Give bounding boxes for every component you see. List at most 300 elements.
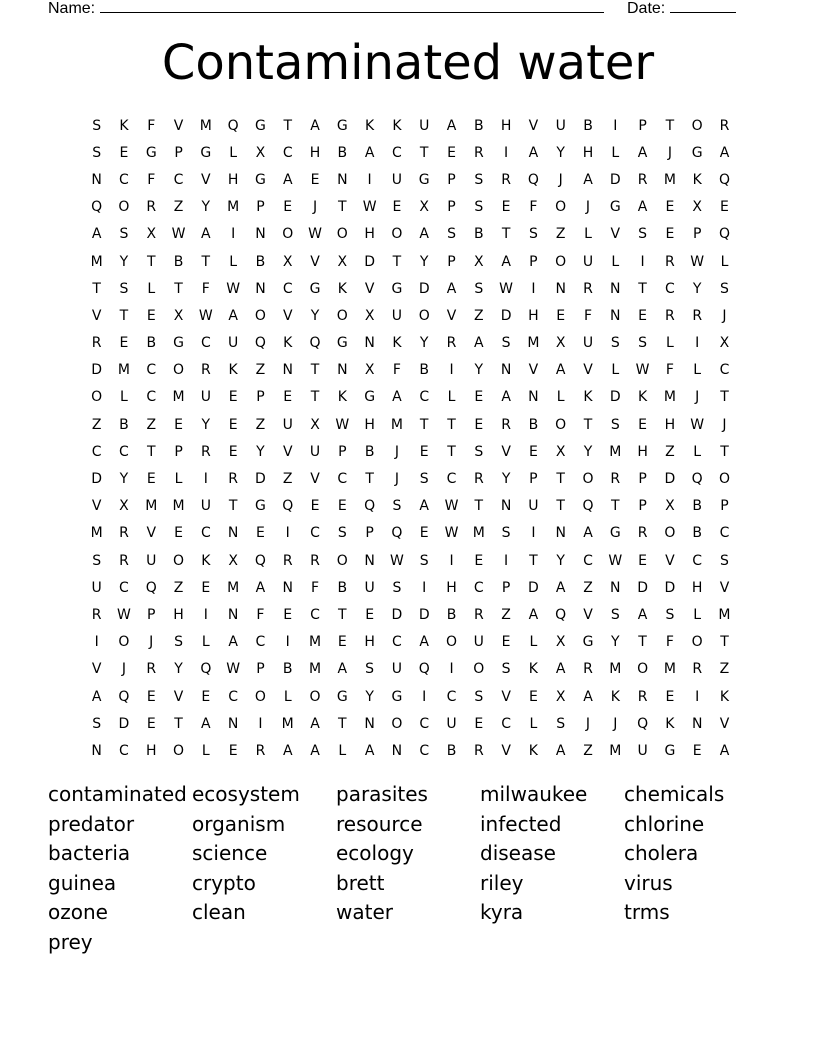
grid-cell[interactable]: I: [258, 715, 263, 732]
grid-cell[interactable]: I: [695, 335, 700, 352]
grid-cell[interactable]: U: [419, 117, 430, 134]
grid-cell[interactable]: O: [391, 715, 403, 732]
grid-cell[interactable]: L: [201, 634, 210, 651]
grid-cell[interactable]: Y: [583, 443, 593, 460]
grid-cell[interactable]: B: [446, 742, 457, 759]
grid-cell[interactable]: R: [146, 661, 157, 678]
grid-cell[interactable]: L: [611, 362, 620, 379]
grid-cell[interactable]: B: [692, 525, 702, 542]
grid-cell[interactable]: R: [282, 552, 293, 569]
grid-cell[interactable]: A: [555, 661, 566, 678]
grid-cell[interactable]: W: [198, 307, 213, 324]
grid-cell[interactable]: E: [474, 552, 484, 569]
grid-cell[interactable]: X: [364, 362, 375, 379]
grid-cell[interactable]: M: [308, 634, 322, 651]
grid-cell[interactable]: T: [338, 606, 347, 623]
grid-cell[interactable]: Z: [255, 362, 266, 379]
grid-cell[interactable]: T: [92, 280, 101, 297]
grid-cell[interactable]: Q: [718, 171, 730, 188]
grid-cell[interactable]: U: [200, 389, 211, 406]
grid-cell[interactable]: T: [583, 416, 593, 433]
grid-cell[interactable]: C: [146, 362, 157, 379]
grid-cell[interactable]: C: [282, 144, 293, 161]
grid-cell[interactable]: Y: [365, 688, 374, 705]
grid-cell[interactable]: M: [308, 661, 322, 678]
grid-cell[interactable]: P: [692, 226, 702, 243]
grid-cell[interactable]: G: [418, 171, 430, 188]
grid-cell[interactable]: V: [446, 307, 457, 324]
grid-cell[interactable]: A: [555, 579, 566, 596]
grid-cell[interactable]: E: [228, 443, 238, 460]
grid-cell[interactable]: E: [283, 199, 293, 216]
grid-cell[interactable]: O: [254, 688, 266, 705]
grid-cell[interactable]: P: [147, 606, 156, 623]
grid-cell[interactable]: U: [146, 552, 157, 569]
grid-cell[interactable]: A: [555, 742, 566, 759]
grid-cell[interactable]: M: [199, 117, 212, 134]
grid-cell[interactable]: F: [310, 579, 320, 596]
grid-cell[interactable]: V: [528, 117, 539, 134]
grid-cell[interactable]: U: [200, 498, 211, 515]
grid-cell[interactable]: X: [310, 416, 320, 433]
grid-cell[interactable]: I: [531, 280, 536, 297]
grid-cell[interactable]: Q: [254, 335, 266, 352]
grid-cell[interactable]: J: [722, 416, 727, 433]
grid-cell[interactable]: V: [665, 552, 675, 569]
grid-cell[interactable]: Z: [583, 579, 593, 596]
grid-cell[interactable]: J: [585, 199, 591, 216]
grid-cell[interactable]: Z: [583, 742, 593, 759]
grid-cell[interactable]: B: [337, 579, 348, 596]
grid-cell[interactable]: D: [500, 307, 512, 324]
grid-cell[interactable]: P: [256, 661, 265, 678]
grid-cell[interactable]: E: [419, 443, 429, 460]
grid-cell[interactable]: F: [665, 634, 674, 651]
grid-cell[interactable]: O: [118, 634, 130, 651]
grid-cell[interactable]: W: [444, 525, 459, 542]
grid-cell[interactable]: F: [147, 171, 156, 188]
grid-cell[interactable]: C: [146, 389, 157, 406]
grid-cell[interactable]: E: [474, 389, 484, 406]
grid-cell[interactable]: P: [501, 579, 511, 596]
grid-cell[interactable]: A: [364, 144, 375, 161]
grid-cell[interactable]: H: [145, 742, 157, 759]
grid-cell[interactable]: Z: [255, 416, 266, 433]
grid-cell[interactable]: R: [200, 443, 211, 460]
grid-cell[interactable]: M: [281, 715, 294, 732]
grid-cell[interactable]: T: [283, 117, 292, 134]
grid-cell[interactable]: F: [529, 199, 538, 216]
grid-cell[interactable]: A: [555, 362, 566, 379]
grid-cell[interactable]: J: [695, 389, 700, 406]
grid-cell[interactable]: T: [665, 117, 675, 134]
grid-cell[interactable]: T: [392, 253, 402, 270]
grid-cell[interactable]: E: [174, 525, 183, 542]
grid-cell[interactable]: A: [528, 144, 539, 161]
grid-cell[interactable]: T: [338, 715, 347, 732]
grid-cell[interactable]: R: [719, 117, 730, 134]
grid-cell[interactable]: X: [228, 552, 238, 569]
date-blank[interactable]: [670, 0, 736, 13]
grid-cell[interactable]: O: [691, 117, 703, 134]
grid-cell[interactable]: C: [473, 579, 484, 596]
grid-cell[interactable]: K: [637, 389, 648, 406]
grid-cell[interactable]: G: [255, 498, 266, 515]
name-blank[interactable]: [100, 0, 604, 13]
grid-cell[interactable]: R: [637, 171, 648, 188]
grid-cell[interactable]: H: [500, 117, 512, 134]
grid-cell[interactable]: Q: [391, 525, 403, 542]
grid-cell[interactable]: L: [611, 253, 620, 270]
grid-cell[interactable]: U: [637, 742, 648, 759]
grid-cell[interactable]: C: [446, 688, 457, 705]
grid-cell[interactable]: N: [610, 280, 621, 297]
grid-cell[interactable]: C: [119, 171, 129, 188]
grid-cell[interactable]: O: [391, 226, 403, 243]
grid-cell[interactable]: E: [720, 199, 729, 216]
grid-cell[interactable]: B: [255, 253, 266, 270]
grid-cell[interactable]: K: [365, 117, 375, 134]
grid-cell[interactable]: V: [583, 362, 593, 379]
grid-cell[interactable]: U: [582, 253, 594, 270]
grid-cell[interactable]: I: [449, 362, 454, 379]
grid-cell[interactable]: A: [282, 171, 293, 188]
grid-cell[interactable]: S: [92, 117, 102, 134]
grid-cell[interactable]: I: [640, 253, 645, 270]
grid-cell[interactable]: R: [255, 742, 266, 759]
grid-cell[interactable]: E: [201, 688, 211, 705]
grid-cell[interactable]: S: [610, 606, 620, 623]
grid-cell[interactable]: L: [338, 742, 347, 759]
grid-cell[interactable]: D: [418, 280, 430, 297]
grid-cell[interactable]: I: [504, 552, 509, 569]
grid-cell[interactable]: S: [337, 525, 347, 542]
grid-cell[interactable]: R: [200, 362, 211, 379]
grid-cell[interactable]: B: [474, 226, 484, 243]
grid-cell[interactable]: U: [391, 661, 403, 678]
grid-cell[interactable]: N: [555, 280, 566, 297]
grid-cell[interactable]: J: [585, 715, 591, 732]
grid-cell[interactable]: C: [501, 715, 511, 732]
grid-cell[interactable]: M: [90, 525, 103, 542]
grid-cell[interactable]: G: [691, 144, 703, 161]
grid-cell[interactable]: V: [719, 715, 730, 732]
grid-cell[interactable]: L: [447, 389, 456, 406]
grid-cell[interactable]: M: [227, 579, 240, 596]
grid-cell[interactable]: K: [610, 688, 620, 705]
grid-cell[interactable]: K: [665, 715, 675, 732]
grid-cell[interactable]: Y: [419, 253, 429, 270]
grid-cell[interactable]: A: [583, 171, 593, 188]
grid-cell[interactable]: T: [310, 362, 320, 379]
grid-cell[interactable]: K: [528, 661, 538, 678]
grid-cell[interactable]: A: [337, 661, 348, 678]
grid-cell[interactable]: M: [609, 661, 622, 678]
grid-cell[interactable]: V: [146, 525, 157, 542]
grid-cell[interactable]: M: [227, 199, 240, 216]
grid-cell[interactable]: F: [256, 606, 265, 623]
grid-cell[interactable]: D: [609, 389, 621, 406]
grid-cell[interactable]: E: [146, 715, 156, 732]
grid-cell[interactable]: X: [255, 144, 266, 161]
grid-cell[interactable]: Q: [227, 117, 239, 134]
grid-cell[interactable]: U: [555, 117, 566, 134]
grid-cell[interactable]: N: [610, 307, 621, 324]
grid-cell[interactable]: A: [474, 335, 484, 352]
grid-cell[interactable]: S: [419, 471, 429, 488]
grid-cell[interactable]: U: [528, 498, 539, 515]
grid-cell[interactable]: A: [419, 634, 429, 651]
grid-cell[interactable]: S: [720, 280, 729, 297]
grid-cell[interactable]: N: [364, 715, 375, 732]
grid-cell[interactable]: P: [447, 253, 456, 270]
grid-cell[interactable]: E: [310, 171, 320, 188]
grid-cell[interactable]: X: [665, 498, 675, 515]
grid-cell[interactable]: N: [364, 552, 375, 569]
grid-cell[interactable]: A: [637, 199, 648, 216]
grid-cell[interactable]: S: [92, 144, 102, 161]
grid-cell[interactable]: R: [119, 552, 129, 569]
grid-cell[interactable]: U: [309, 443, 321, 460]
grid-cell[interactable]: R: [665, 307, 675, 324]
grid-cell[interactable]: X: [474, 253, 484, 270]
grid-cell[interactable]: L: [229, 144, 238, 161]
grid-cell[interactable]: S: [556, 715, 566, 732]
grid-cell[interactable]: F: [583, 307, 593, 324]
grid-cell[interactable]: K: [337, 389, 347, 406]
grid-cell[interactable]: W: [362, 199, 377, 216]
grid-cell[interactable]: Y: [474, 362, 484, 379]
grid-cell[interactable]: E: [337, 498, 347, 515]
grid-cell[interactable]: D: [528, 579, 539, 596]
grid-cell[interactable]: P: [174, 443, 183, 460]
grid-cell[interactable]: G: [309, 280, 321, 297]
grid-cell[interactable]: F: [392, 362, 401, 379]
grid-cell[interactable]: X: [119, 498, 129, 515]
grid-cell[interactable]: J: [722, 307, 727, 324]
grid-cell[interactable]: S: [119, 226, 129, 243]
grid-cell[interactable]: A: [201, 715, 211, 732]
grid-cell[interactable]: O: [336, 552, 348, 569]
grid-cell[interactable]: Y: [119, 253, 129, 270]
grid-cell[interactable]: M: [117, 362, 130, 379]
grid-cell[interactable]: I: [285, 634, 290, 651]
grid-cell[interactable]: G: [145, 144, 157, 161]
grid-cell[interactable]: E: [665, 688, 675, 705]
grid-cell[interactable]: V: [173, 117, 184, 134]
grid-cell[interactable]: E: [474, 715, 484, 732]
grid-cell[interactable]: Y: [556, 552, 565, 569]
grid-cell[interactable]: Z: [146, 416, 157, 433]
grid-cell[interactable]: C: [228, 688, 239, 705]
grid-cell[interactable]: Q: [282, 498, 294, 515]
grid-cell[interactable]: V: [201, 171, 211, 188]
grid-cell[interactable]: A: [91, 226, 102, 243]
grid-cell[interactable]: L: [693, 443, 702, 460]
grid-cell[interactable]: I: [531, 525, 536, 542]
grid-cell[interactable]: H: [364, 634, 375, 651]
grid-cell[interactable]: P: [338, 443, 347, 460]
grid-cell[interactable]: E: [256, 525, 265, 542]
grid-cell[interactable]: O: [336, 226, 348, 243]
grid-cell[interactable]: G: [609, 525, 621, 542]
grid-cell[interactable]: I: [613, 117, 618, 134]
grid-cell[interactable]: S: [174, 634, 183, 651]
grid-cell[interactable]: P: [256, 199, 265, 216]
grid-cell[interactable]: R: [91, 606, 102, 623]
grid-cell[interactable]: O: [91, 389, 103, 406]
grid-cell[interactable]: N: [227, 715, 239, 732]
grid-cell[interactable]: L: [229, 253, 238, 270]
grid-cell[interactable]: L: [174, 471, 183, 488]
grid-cell[interactable]: G: [582, 634, 594, 651]
grid-cell[interactable]: H: [364, 226, 375, 243]
grid-cell[interactable]: E: [119, 144, 129, 161]
grid-cell[interactable]: O: [664, 525, 676, 542]
grid-cell[interactable]: R: [473, 471, 484, 488]
grid-cell[interactable]: V: [719, 579, 730, 596]
grid-cell[interactable]: L: [201, 742, 210, 759]
grid-cell[interactable]: B: [419, 362, 430, 379]
grid-cell[interactable]: O: [718, 471, 730, 488]
grid-cell[interactable]: T: [474, 498, 484, 515]
grid-cell[interactable]: E: [501, 199, 511, 216]
grid-cell[interactable]: I: [695, 688, 700, 705]
grid-cell[interactable]: K: [692, 171, 702, 188]
grid-cell[interactable]: W: [226, 280, 241, 297]
grid-cell[interactable]: D: [364, 253, 375, 270]
grid-cell[interactable]: M: [609, 443, 622, 460]
grid-cell[interactable]: A: [228, 634, 238, 651]
grid-cell[interactable]: D: [255, 471, 266, 488]
grid-cell[interactable]: O: [555, 199, 567, 216]
grid-cell[interactable]: B: [474, 117, 484, 134]
grid-cell[interactable]: I: [422, 579, 427, 596]
grid-cell[interactable]: Q: [418, 661, 430, 678]
grid-cell[interactable]: R: [119, 525, 129, 542]
grid-cell[interactable]: S: [392, 579, 402, 596]
grid-cell[interactable]: A: [310, 117, 320, 134]
grid-cell[interactable]: P: [447, 199, 456, 216]
grid-cell[interactable]: L: [693, 606, 702, 623]
grid-cell[interactable]: C: [583, 552, 593, 569]
grid-cell[interactable]: M: [90, 253, 103, 270]
grid-cell[interactable]: B: [446, 606, 457, 623]
grid-cell[interactable]: T: [119, 307, 129, 324]
grid-cell[interactable]: Q: [118, 688, 130, 705]
grid-cell[interactable]: Z: [91, 416, 102, 433]
grid-cell[interactable]: O: [691, 634, 703, 651]
grid-cell[interactable]: M: [718, 606, 731, 623]
grid-cell[interactable]: K: [583, 389, 593, 406]
grid-cell[interactable]: R: [637, 688, 648, 705]
grid-cell[interactable]: Z: [282, 471, 293, 488]
grid-cell[interactable]: Z: [555, 226, 566, 243]
grid-cell[interactable]: T: [720, 634, 729, 651]
grid-cell[interactable]: S: [474, 171, 484, 188]
grid-cell[interactable]: E: [638, 307, 648, 324]
grid-cell[interactable]: N: [91, 171, 102, 188]
grid-cell[interactable]: G: [200, 144, 212, 161]
grid-cell[interactable]: C: [119, 742, 129, 759]
grid-cell[interactable]: C: [200, 335, 211, 352]
grid-cell[interactable]: S: [92, 552, 102, 569]
grid-cell[interactable]: P: [638, 498, 647, 515]
grid-cell[interactable]: Y: [501, 471, 511, 488]
grid-cell[interactable]: C: [419, 389, 430, 406]
grid-cell[interactable]: Z: [665, 443, 675, 460]
grid-cell[interactable]: M: [145, 498, 158, 515]
grid-cell[interactable]: I: [422, 688, 427, 705]
grid-cell[interactable]: G: [173, 335, 184, 352]
grid-cell[interactable]: J: [121, 661, 127, 678]
grid-cell[interactable]: J: [394, 471, 399, 488]
grid-cell[interactable]: M: [390, 416, 403, 433]
grid-cell[interactable]: L: [120, 389, 128, 406]
grid-cell[interactable]: E: [146, 471, 156, 488]
grid-cell[interactable]: S: [501, 335, 511, 352]
grid-cell[interactable]: P: [365, 525, 374, 542]
grid-cell[interactable]: S: [638, 226, 648, 243]
grid-cell[interactable]: D: [664, 471, 676, 488]
grid-cell[interactable]: G: [391, 688, 403, 705]
grid-cell[interactable]: C: [392, 634, 402, 651]
grid-cell[interactable]: S: [501, 525, 511, 542]
grid-cell[interactable]: S: [501, 661, 511, 678]
grid-cell[interactable]: Z: [501, 606, 511, 623]
grid-cell[interactable]: R: [610, 471, 621, 488]
grid-cell[interactable]: V: [173, 688, 184, 705]
grid-cell[interactable]: S: [419, 552, 429, 569]
grid-cell[interactable]: E: [528, 688, 538, 705]
grid-cell[interactable]: E: [146, 307, 156, 324]
grid-cell[interactable]: S: [610, 416, 620, 433]
grid-cell[interactable]: U: [473, 634, 484, 651]
grid-cell[interactable]: G: [336, 117, 348, 134]
grid-cell[interactable]: N: [91, 742, 102, 759]
grid-cell[interactable]: A: [282, 742, 293, 759]
grid-cell[interactable]: K: [392, 335, 402, 352]
grid-cell[interactable]: X: [337, 253, 348, 270]
grid-cell[interactable]: K: [283, 335, 293, 352]
grid-cell[interactable]: Q: [364, 498, 376, 515]
grid-cell[interactable]: S: [392, 498, 402, 515]
grid-cell[interactable]: H: [637, 443, 648, 460]
grid-cell[interactable]: E: [146, 688, 156, 705]
grid-cell[interactable]: W: [635, 362, 650, 379]
grid-cell[interactable]: N: [364, 335, 375, 352]
grid-cell[interactable]: C: [255, 634, 266, 651]
grid-cell[interactable]: E: [365, 606, 375, 623]
grid-cell[interactable]: J: [558, 171, 563, 188]
grid-cell[interactable]: A: [201, 226, 211, 243]
grid-cell[interactable]: N: [691, 715, 703, 732]
grid-cell[interactable]: W: [608, 552, 623, 569]
grid-cell[interactable]: I: [367, 171, 372, 188]
grid-cell[interactable]: I: [94, 634, 99, 651]
grid-cell[interactable]: A: [501, 253, 511, 270]
grid-cell[interactable]: C: [282, 280, 293, 297]
grid-cell[interactable]: E: [283, 606, 293, 623]
grid-cell[interactable]: E: [638, 416, 648, 433]
grid-cell[interactable]: N: [391, 742, 403, 759]
grid-cell[interactable]: C: [337, 471, 348, 488]
grid-cell[interactable]: C: [310, 606, 320, 623]
grid-cell[interactable]: X: [555, 443, 566, 460]
grid-cell[interactable]: T: [529, 552, 538, 569]
grid-cell[interactable]: C: [664, 280, 675, 297]
grid-cell[interactable]: P: [529, 471, 538, 488]
